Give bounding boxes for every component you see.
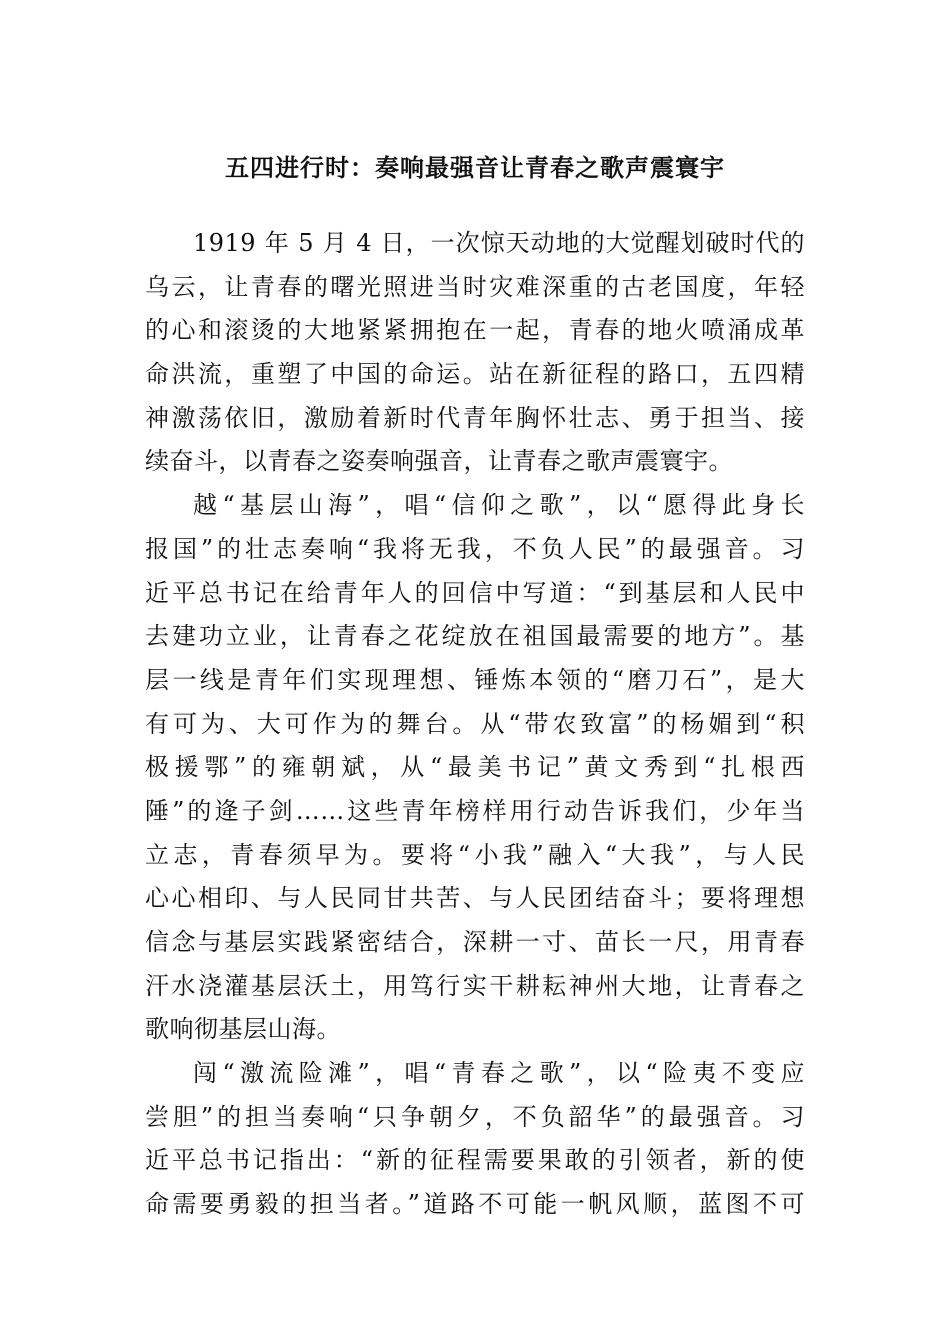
text-line: 命需要勇毅的担当者。”道路不可能一帆风顺，蓝图不可 xyxy=(145,1190,805,1219)
text-line: 尝胆”的担当奏响“只争朝夕，不负韶华”的最强音。习 xyxy=(145,1102,805,1131)
text-line: 去建功立业，让青春之花绽放在祖国最需要的地方”。基 xyxy=(145,622,805,651)
paragraph-3 xyxy=(145,1052,805,1227)
text-line: 闯“激流险滩”，唱“青春之歌”，以“险夷不变应 xyxy=(193,1059,805,1088)
paragraph-1 xyxy=(145,222,805,484)
text-line: 的心和滚烫的大地紧紧拥抱在一起，青春的地火喷涌成革 xyxy=(145,316,805,345)
text-line: 陲”的逄子剑……这些青年榜样用行动告诉我们，少年当 xyxy=(145,796,805,825)
text-line: 信念与基层实践紧密结合，深耕一寸、苗长一尺，用青春 xyxy=(145,928,805,956)
text-line: 有可为、大可作为的舞台。从“带农致富”的杨媚到“积 xyxy=(145,709,805,738)
text-line: 汗水浇灌基层沃土，用笃行实干耕耘神州大地，让青春之 xyxy=(145,971,805,1000)
text-line: 越“基层山海”，唱“信仰之歌”，以“愿得此身长 xyxy=(193,491,805,520)
text-line: 续奋斗，以青春之姿奏响强音，让青春之歌声震寰宇。 xyxy=(145,447,733,476)
text-line: 近平总书记指出：“新的征程需要果敢的引领者，新的使 xyxy=(145,1146,805,1175)
text-line: 层一线是青年们实现理想、锤炼本领的“磨刀石”，是大 xyxy=(145,665,805,694)
text-line: 神激荡依旧，激励着新时代青年胸怀壮志、勇于担当、接 xyxy=(145,403,805,432)
text-line: 极援鄂”的雍朝斌，从“最美书记”黄文秀到“扎根西 xyxy=(145,753,805,782)
text-line: 近平总书记在给青年人的回信中写道：“到基层和人民中 xyxy=(145,578,805,607)
document-title: 五四进行时：奏响最强音让青春之歌声震寰宇 xyxy=(225,154,725,182)
text-line: 立志，青春须早为。要将“小我”融入“大我”，与人民 xyxy=(145,840,805,869)
paragraph-2 xyxy=(145,484,805,1052)
document-body xyxy=(145,222,805,1227)
text-line: 乌云，让青春的曙光照进当时灾难深重的古老国度，年轻 xyxy=(145,272,805,301)
text-line: 歌响彻基层山海。 xyxy=(145,1015,341,1044)
text-line: 心心相印、与人民同甘共苦、与人民团结奋斗；要将理想 xyxy=(145,884,805,913)
text-line: 1919 年 5 月 4 日，一次惊天动地的大觉醒划破时代的 xyxy=(193,229,805,257)
text-line: 报国”的壮志奏响“我将无我，不负人民”的最强音。习 xyxy=(145,534,805,563)
text-line: 命洪流，重塑了中国的命运。站在新征程的路口，五四精 xyxy=(145,360,805,389)
